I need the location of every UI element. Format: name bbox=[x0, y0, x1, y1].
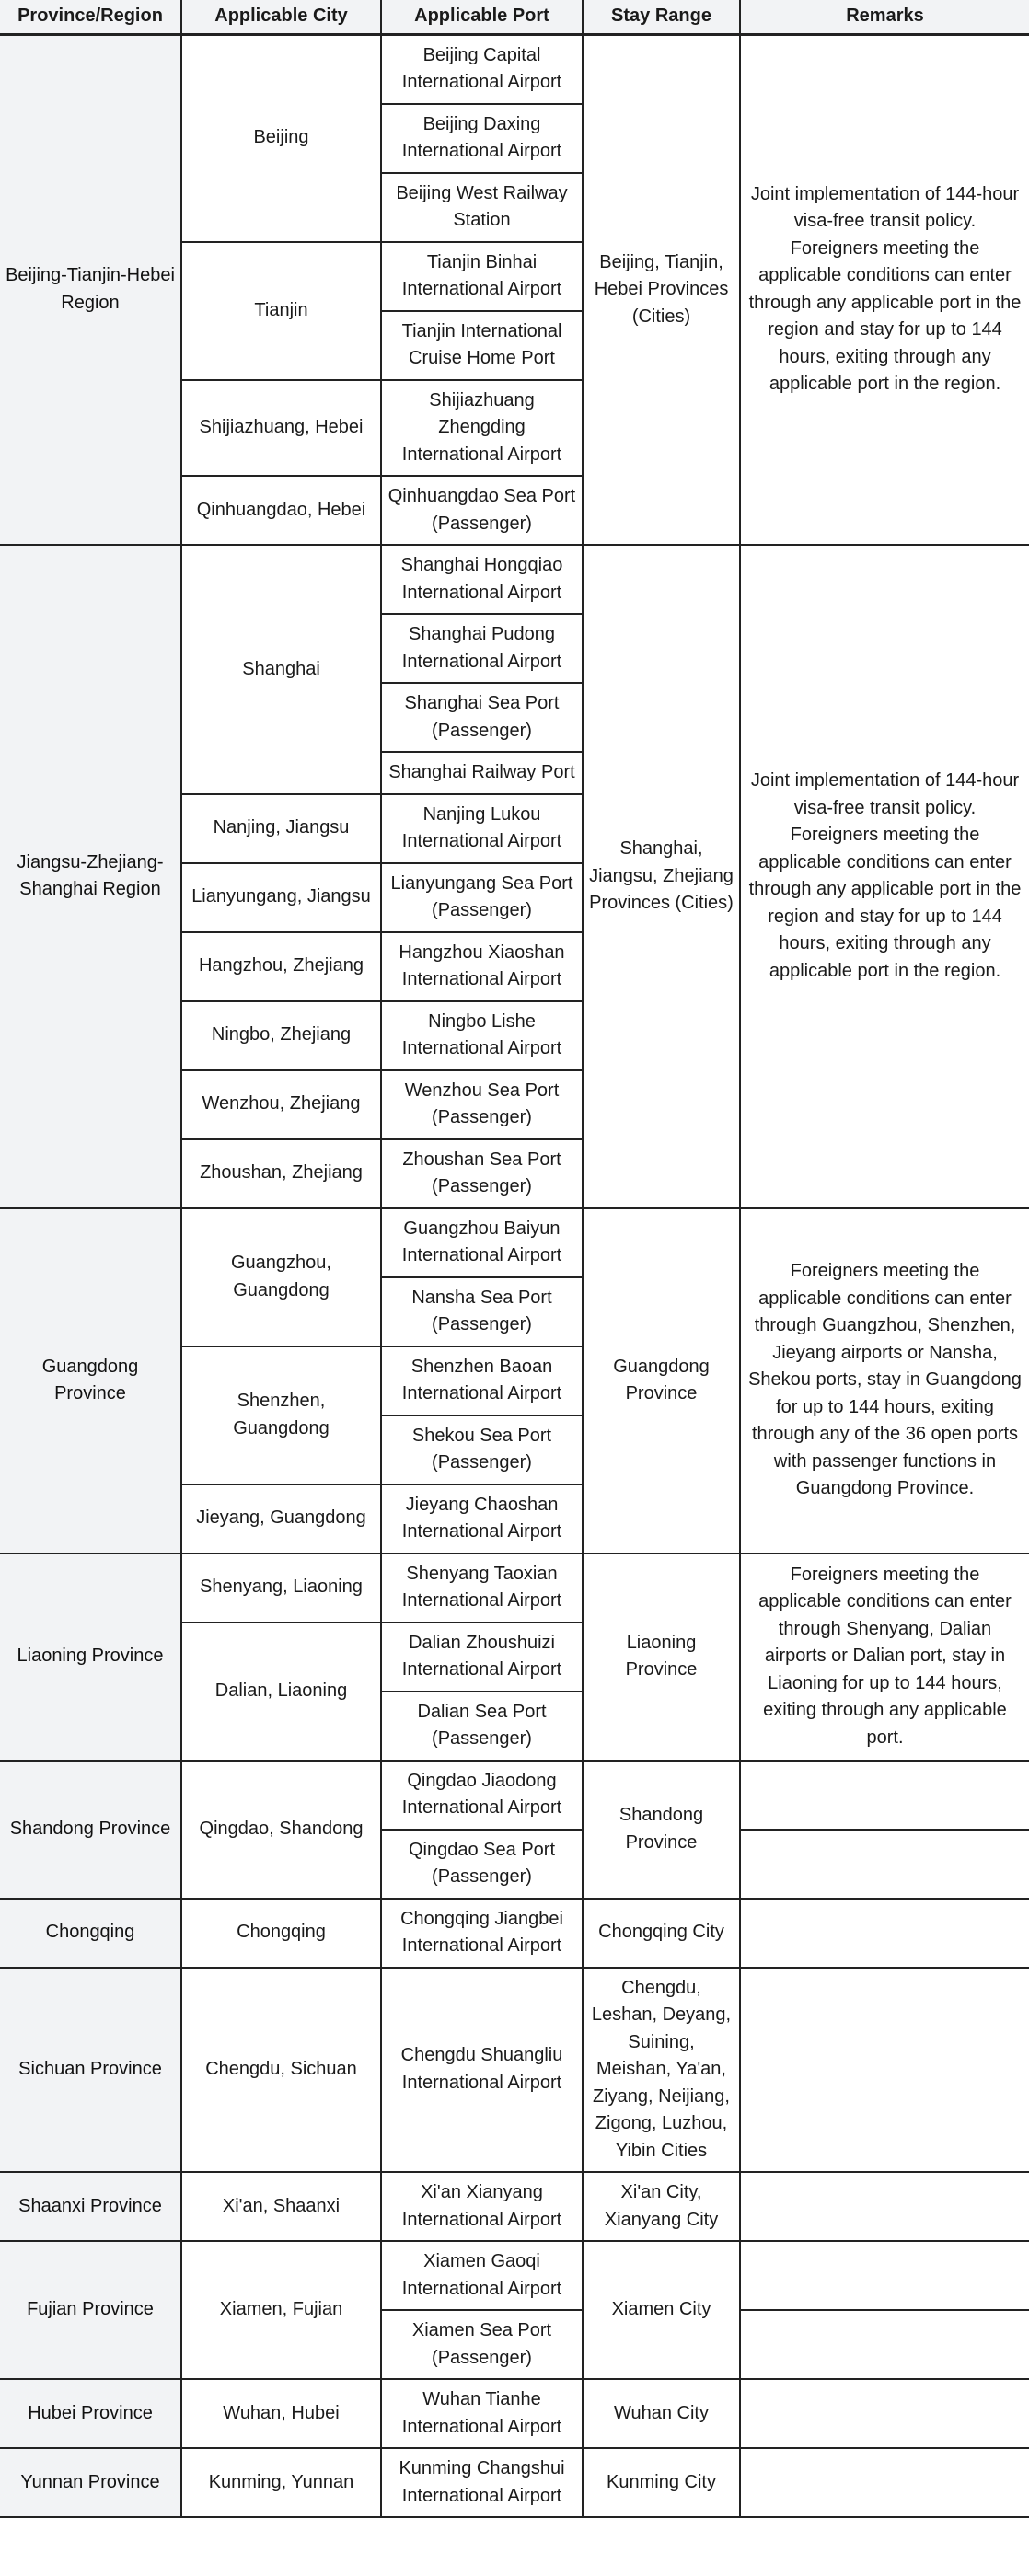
port-cell: Shanghai Pudong International Airport bbox=[381, 614, 583, 683]
city-cell: Shenzhen, Guangdong bbox=[181, 1346, 381, 1484]
port-cell: Xi'an Xianyang International Airport bbox=[381, 2172, 583, 2241]
province-cell: Shandong Province bbox=[0, 1761, 181, 1899]
province-cell: Liaoning Province bbox=[0, 1554, 181, 1761]
port-cell: Xiamen Sea Port (Passenger) bbox=[381, 2310, 583, 2379]
header-stay-range: Stay Range bbox=[583, 0, 740, 34]
city-cell: Kunming, Yunnan bbox=[181, 2448, 381, 2517]
table-row bbox=[0, 1968, 1029, 2173]
port-cell: Chongqing Jiangbei International Airport bbox=[381, 1899, 583, 1968]
port-cell: Wuhan Tianhe International Airport bbox=[381, 2379, 583, 2448]
stay-range-cell: Beijing, Tianjin, Hebei Provinces (Cities) bbox=[583, 34, 740, 545]
city-cell: Nanjing, Jiangsu bbox=[181, 794, 381, 863]
table-row bbox=[0, 1761, 1029, 1830]
province-cell: Shaanxi Province bbox=[0, 2172, 181, 2241]
port-cell: Xiamen Gaoqi International Airport bbox=[381, 2241, 583, 2310]
stay-range-cell: Wuhan City bbox=[583, 2379, 740, 2448]
port-cell: Shenzhen Baoan International Airport bbox=[381, 1346, 583, 1415]
port-cell: Nanjing Lukou International Airport bbox=[381, 794, 583, 863]
province-cell: Jiangsu-Zhejiang-Shanghai Region bbox=[0, 545, 181, 1208]
stay-range-cell: Xiamen City bbox=[583, 2241, 740, 2379]
table-row bbox=[0, 545, 1029, 614]
port-cell: Hangzhou Xiaoshan International Airport bbox=[381, 932, 583, 1001]
city-cell: Wuhan, Hubei bbox=[181, 2379, 381, 2448]
remarks-cell bbox=[740, 2448, 1029, 2517]
table-row bbox=[0, 1899, 1029, 1968]
province-cell: Beijing-Tianjin-Hebei Region bbox=[0, 34, 181, 545]
remarks-cell: Foreigners meeting the applicable conditions can enter through Guangzhou, Shenzhen, Jieyang airports or Nansha, Shekou ports, stay in Guangdong for up to 144 hours, exiting through any of the 36 open ports with passenger functions in Guangdong Province. bbox=[740, 1208, 1029, 1554]
port-cell: Shekou Sea Port (Passenger) bbox=[381, 1415, 583, 1484]
city-cell: Zhoushan, Zhejiang bbox=[181, 1139, 381, 1208]
city-cell: Guangzhou, Guangdong bbox=[181, 1208, 381, 1346]
stay-range-cell: Chengdu, Leshan, Deyang, Suining, Meishan, Ya'an, Ziyang, Neijiang, Zigong, Luzhou, Yibin Cities bbox=[583, 1968, 740, 2173]
port-cell: Shanghai Hongqiao International Airport bbox=[381, 545, 583, 614]
stay-range-cell: Chongqing City bbox=[583, 1899, 740, 1968]
city-cell: Shanghai bbox=[181, 545, 381, 794]
city-cell: Qinhuangdao, Hebei bbox=[181, 476, 381, 545]
city-cell: Qingdao, Shandong bbox=[181, 1761, 381, 1899]
city-cell: Shijiazhuang, Hebei bbox=[181, 380, 381, 477]
city-cell: Wenzhou, Zhejiang bbox=[181, 1070, 381, 1139]
table-row bbox=[0, 2448, 1029, 2517]
stay-range-cell: Kunming City bbox=[583, 2448, 740, 2517]
port-cell: Beijing Capital International Airport bbox=[381, 34, 583, 104]
city-cell: Beijing bbox=[181, 34, 381, 242]
stay-range-cell: Shandong Province bbox=[583, 1761, 740, 1899]
port-cell: Tianjin Binhai International Airport bbox=[381, 242, 583, 311]
remarks-cell bbox=[740, 1968, 1029, 2173]
province-cell: Fujian Province bbox=[0, 2241, 181, 2379]
remarks-cell bbox=[740, 2172, 1029, 2241]
remarks-cell: Joint implementation of 144-hour visa-free transit policy. Foreigners meeting the applicable conditions can enter through any applicable port in the region and stay for up to 144 hours, exiting through any applicable port in the region. bbox=[740, 34, 1029, 545]
table-row bbox=[0, 2172, 1029, 2241]
port-cell: Shijiazhuang Zhengding International Airport bbox=[381, 380, 583, 477]
header-remarks: Remarks bbox=[740, 0, 1029, 34]
province-cell: Sichuan Province bbox=[0, 1968, 181, 2173]
city-cell: Hangzhou, Zhejiang bbox=[181, 932, 381, 1001]
port-cell: Lianyungang Sea Port (Passenger) bbox=[381, 863, 583, 932]
stay-range-cell: Shanghai, Jiangsu, Zhejiang Provinces (Cities) bbox=[583, 545, 740, 1208]
stay-range-cell: Xi'an City, Xianyang City bbox=[583, 2172, 740, 2241]
port-cell: Wenzhou Sea Port (Passenger) bbox=[381, 1070, 583, 1139]
city-cell: Shenyang, Liaoning bbox=[181, 1554, 381, 1623]
province-cell: Chongqing bbox=[0, 1899, 181, 1968]
remarks-cell bbox=[740, 1899, 1029, 1968]
port-cell: Chengdu Shuangliu International Airport bbox=[381, 1968, 583, 2173]
city-cell: Xiamen, Fujian bbox=[181, 2241, 381, 2379]
port-cell: Ningbo Lishe International Airport bbox=[381, 1001, 583, 1070]
city-cell: Lianyungang, Jiangsu bbox=[181, 863, 381, 932]
stay-range-cell: Liaoning Province bbox=[583, 1554, 740, 1761]
province-cell: Hubei Province bbox=[0, 2379, 181, 2448]
port-cell: Qingdao Jiaodong International Airport bbox=[381, 1761, 583, 1830]
port-cell: Shenyang Taoxian International Airport bbox=[381, 1554, 583, 1623]
city-cell: Dalian, Liaoning bbox=[181, 1623, 381, 1761]
province-cell: Yunnan Province bbox=[0, 2448, 181, 2517]
city-cell: Ningbo, Zhejiang bbox=[181, 1001, 381, 1070]
port-cell: Shanghai Sea Port (Passenger) bbox=[381, 683, 583, 752]
port-cell: Dalian Sea Port (Passenger) bbox=[381, 1692, 583, 1761]
remarks-cell bbox=[740, 1761, 1029, 1830]
province-cell: Guangdong Province bbox=[0, 1208, 181, 1554]
remarks-cell bbox=[740, 1830, 1029, 1899]
header-city: Applicable City bbox=[181, 0, 381, 34]
port-cell: Zhoushan Sea Port (Passenger) bbox=[381, 1139, 583, 1208]
city-cell: Xi'an, Shaanxi bbox=[181, 2172, 381, 2241]
header-port: Applicable Port bbox=[381, 0, 583, 34]
table-row bbox=[0, 2241, 1029, 2310]
remarks-cell: Joint implementation of 144-hour visa-free transit policy. Foreigners meeting the applicable conditions can enter through any applicable port in the region and stay for up to 144 hours, exiting through any applicable port in the region. bbox=[740, 545, 1029, 1208]
table-row bbox=[0, 34, 1029, 104]
city-cell: Jieyang, Guangdong bbox=[181, 1484, 381, 1554]
port-cell: Qinhuangdao Sea Port (Passenger) bbox=[381, 476, 583, 545]
port-cell: Tianjin International Cruise Home Port bbox=[381, 311, 583, 380]
port-cell: Beijing West Railway Station bbox=[381, 173, 583, 242]
port-cell: Kunming Changshui International Airport bbox=[381, 2448, 583, 2517]
table-row bbox=[0, 2379, 1029, 2448]
stay-range-cell: Guangdong Province bbox=[583, 1208, 740, 1554]
header-province: Province/Region bbox=[0, 0, 181, 34]
remarks-cell: Foreigners meeting the applicable conditions can enter through Shenyang, Dalian airports or Dalian port, stay in Liaoning for up to 144 hours, exiting through any applicable port. bbox=[740, 1554, 1029, 1761]
table-body bbox=[0, 34, 1029, 2517]
port-cell: Nansha Sea Port (Passenger) bbox=[381, 1277, 583, 1346]
port-cell: Beijing Daxing International Airport bbox=[381, 104, 583, 173]
port-cell: Shanghai Railway Port bbox=[381, 752, 583, 794]
port-cell: Qingdao Sea Port (Passenger) bbox=[381, 1830, 583, 1899]
city-cell: Chongqing bbox=[181, 1899, 381, 1968]
city-cell: Chengdu, Sichuan bbox=[181, 1968, 381, 2173]
port-cell: Guangzhou Baiyun International Airport bbox=[381, 1208, 583, 1277]
remarks-cell bbox=[740, 2241, 1029, 2310]
remarks-cell bbox=[740, 2310, 1029, 2379]
header-row bbox=[0, 0, 1029, 34]
city-cell: Tianjin bbox=[181, 242, 381, 380]
table-row bbox=[0, 1554, 1029, 1623]
port-cell: Jieyang Chaoshan International Airport bbox=[381, 1484, 583, 1554]
port-cell: Dalian Zhoushuizi International Airport bbox=[381, 1623, 583, 1692]
table-row bbox=[0, 1208, 1029, 1277]
remarks-cell bbox=[740, 2379, 1029, 2448]
